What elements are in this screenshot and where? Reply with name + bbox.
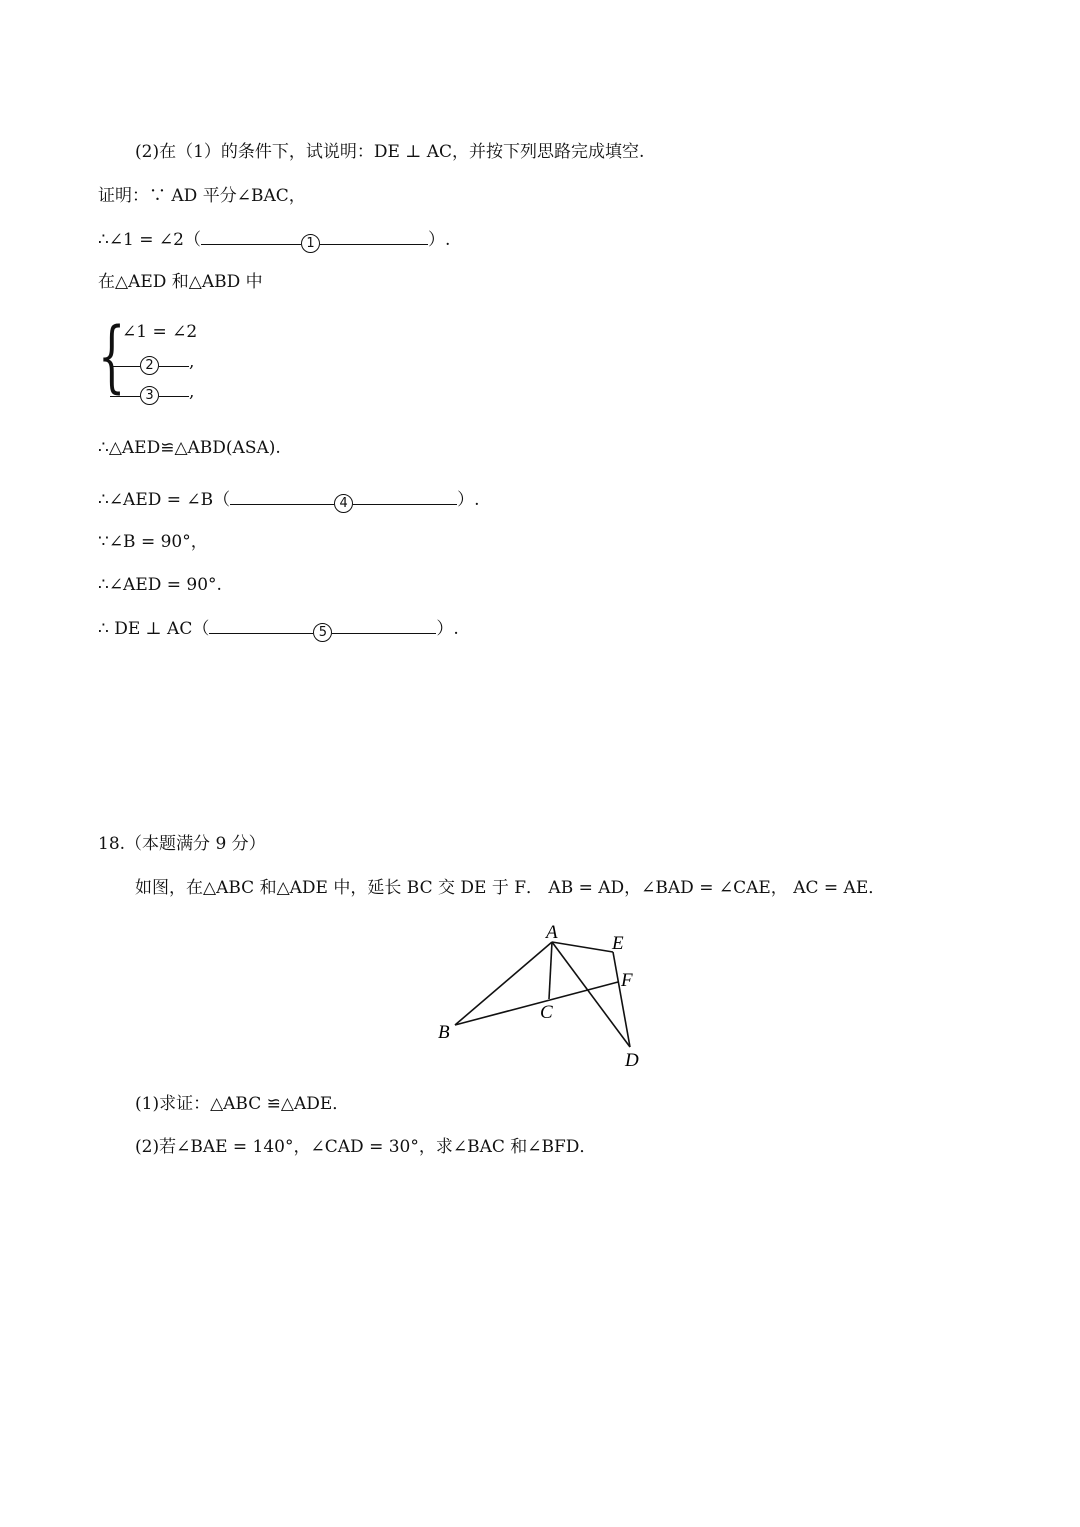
segment-AE — [552, 942, 613, 952]
q18-part1: (1)求证：△ABC ≌△ADE． — [135, 1094, 350, 1114]
segment-ED — [613, 952, 630, 1047]
proof-step-7: ∴∠AED = 90°. — [98, 575, 222, 595]
part2-intro: (2)在（1）的条件下，试说明：DE ⊥ AC，并按下列思路完成填空. — [135, 142, 645, 162]
circle-number-4: 4 — [334, 494, 353, 513]
q18-header: 18.（本题满分 9 分） — [98, 834, 266, 854]
label-F: F — [621, 970, 633, 991]
proof-step-3: 在△AED 和△ABD 中 — [98, 272, 263, 292]
circle-number-5: 5 — [313, 623, 332, 642]
system-brace: { — [98, 312, 126, 402]
step-8-text: ∴ DE ⊥ AC（ — [98, 619, 210, 639]
q18-stem: 如图，在△ABC 和△ADE 中，延长 BC 交 DE 于 F． AB = AD，∠BAD = ∠CAE， AC = AE． — [135, 878, 886, 898]
circle-number-1: 1 — [301, 234, 320, 253]
q18-part2: (2)若∠BAE = 140°，∠CAD = 30°，求∠BAC 和∠BFD． — [135, 1137, 597, 1157]
proof-step-4: ∴△AED≌△ABD(ASA). — [98, 438, 281, 458]
circle-number-3: 3 — [140, 386, 159, 405]
segment-AD — [552, 942, 630, 1047]
label-A: A — [546, 922, 558, 943]
label-E: E — [612, 933, 624, 954]
proof-step-1: 证明：∵ AD 平分∠BAC， — [98, 186, 306, 206]
step-5-text: ∴∠AED = ∠B（ — [98, 490, 231, 510]
step-2-text: ∴∠1 = ∠2（ — [98, 230, 201, 250]
system-line-1: ∠1 = ∠2 — [122, 322, 198, 342]
step-8-close: ）. — [436, 619, 459, 639]
label-C: C — [540, 1002, 553, 1023]
label-D: D — [625, 1050, 639, 1071]
step-2-close: ）. — [428, 230, 451, 250]
segment-AC — [549, 942, 552, 999]
proof-step-6: ∵∠B = 90°， — [98, 532, 208, 552]
circle-number-2: 2 — [140, 356, 159, 375]
system-comma-2: , — [189, 352, 195, 372]
system-comma-3: , — [189, 382, 195, 402]
label-B: B — [438, 1022, 450, 1043]
step-5-close: ）. — [457, 490, 480, 510]
